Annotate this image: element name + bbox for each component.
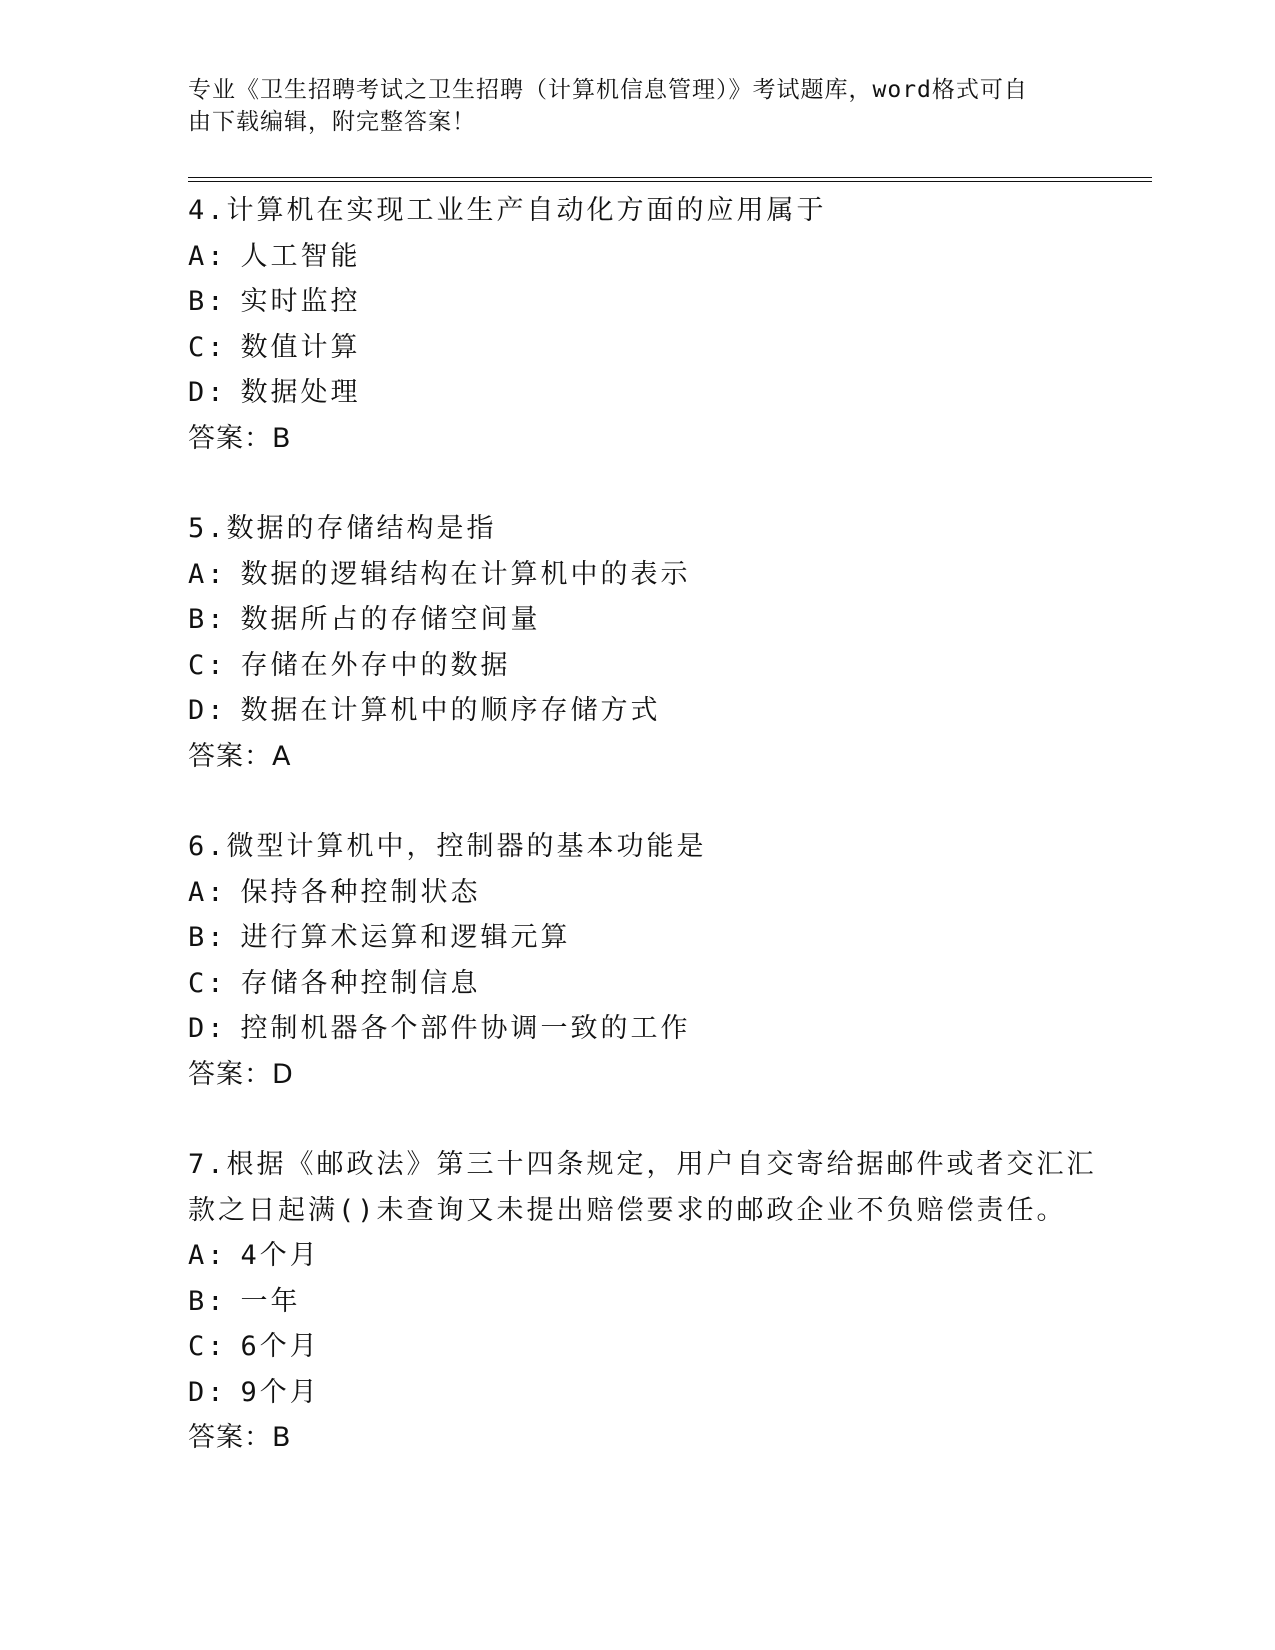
header-line-1: 专业《卫生招聘考试之卫生招聘（计算机信息管理）》考试题库，word格式可自 bbox=[188, 77, 1028, 103]
option-text: 存储在外存中的数据 bbox=[240, 649, 511, 681]
option-b bbox=[188, 279, 1088, 325]
answer-line: 答案：B bbox=[188, 422, 292, 454]
header-divider-bottom bbox=[188, 181, 1152, 182]
question-stem: 5.数据的存储结构是指 bbox=[188, 513, 497, 544]
option-text: 数据处理 bbox=[240, 377, 361, 408]
document-header bbox=[188, 74, 1068, 138]
option-text: 4个月 bbox=[240, 1240, 320, 1271]
option-letter: C: bbox=[188, 649, 227, 681]
option-text: 人工智能 bbox=[240, 240, 361, 272]
header-line-2: 由下载编辑，附完整答案！ bbox=[188, 109, 476, 135]
option-letter: A: bbox=[188, 240, 227, 272]
option-letter: D: bbox=[188, 1376, 227, 1408]
option-letter: A: bbox=[188, 558, 227, 590]
option-text: 6个月 bbox=[240, 1331, 320, 1362]
question-4 bbox=[188, 188, 1088, 461]
option-letter: B: bbox=[188, 286, 227, 317]
option-text: 数值计算 bbox=[240, 331, 361, 363]
question-6 bbox=[188, 824, 1088, 1097]
option-letter: B: bbox=[188, 604, 227, 635]
option-letter: D: bbox=[188, 695, 227, 726]
option-letter: C: bbox=[188, 967, 227, 999]
option-text: 数据所占的存储空间量 bbox=[240, 604, 541, 635]
option-c bbox=[188, 325, 1088, 371]
option-d bbox=[188, 370, 1088, 416]
option-d bbox=[188, 1006, 1088, 1052]
option-d bbox=[188, 688, 1088, 734]
answer-line: 答案：D bbox=[188, 1058, 294, 1090]
option-text: 9个月 bbox=[240, 1376, 320, 1408]
option-text: 控制机器各个部件协调一致的工作 bbox=[240, 1013, 691, 1044]
question-5 bbox=[188, 506, 1088, 779]
option-letter: B: bbox=[188, 922, 227, 953]
option-letter: A: bbox=[188, 876, 227, 908]
option-text: 存储各种控制信息 bbox=[240, 967, 481, 999]
option-text: 数据在计算机中的顺序存储方式 bbox=[240, 695, 661, 726]
option-letter: C: bbox=[188, 1331, 227, 1362]
option-b bbox=[188, 915, 1088, 961]
question-stem-line-2: 款之日起满()未查询又未提出赔偿要求的邮政企业不负赔偿责任。 bbox=[188, 1194, 1067, 1226]
option-text: 数据的逻辑结构在计算机中的表示 bbox=[240, 558, 691, 590]
option-c bbox=[188, 961, 1088, 1007]
option-letter: C: bbox=[188, 331, 227, 363]
option-text: 实时监控 bbox=[240, 286, 361, 317]
option-d bbox=[188, 1370, 1088, 1416]
question-stem-line-1: 7.根据《邮政法》第三十四条规定，用户自交寄给据邮件或者交汇汇 bbox=[188, 1149, 1097, 1180]
option-a bbox=[188, 870, 1088, 916]
option-b bbox=[188, 1279, 1088, 1325]
option-letter: D: bbox=[188, 377, 227, 408]
question-list bbox=[188, 188, 1097, 1506]
question-stem: 4.计算机在实现工业生产自动化方面的应用属于 bbox=[188, 195, 827, 226]
answer-line: 答案：B bbox=[188, 1422, 292, 1453]
option-letter: A: bbox=[188, 1240, 227, 1271]
option-b bbox=[188, 597, 1088, 643]
option-a bbox=[188, 234, 1088, 280]
option-text: 一年 bbox=[240, 1285, 301, 1317]
option-letter: D: bbox=[188, 1013, 227, 1044]
option-text: 进行算术运算和逻辑元算 bbox=[240, 922, 571, 953]
option-c bbox=[188, 1324, 1088, 1370]
option-a bbox=[188, 1233, 1088, 1279]
option-letter: B: bbox=[188, 1285, 227, 1317]
option-a bbox=[188, 552, 1088, 598]
answer-line: 答案：A bbox=[188, 740, 292, 772]
header-divider-top bbox=[188, 177, 1152, 178]
question-7 bbox=[188, 1142, 1097, 1461]
option-text: 保持各种控制状态 bbox=[240, 876, 481, 908]
question-stem: 6.微型计算机中，控制器的基本功能是 bbox=[188, 831, 707, 862]
option-c bbox=[188, 643, 1088, 689]
